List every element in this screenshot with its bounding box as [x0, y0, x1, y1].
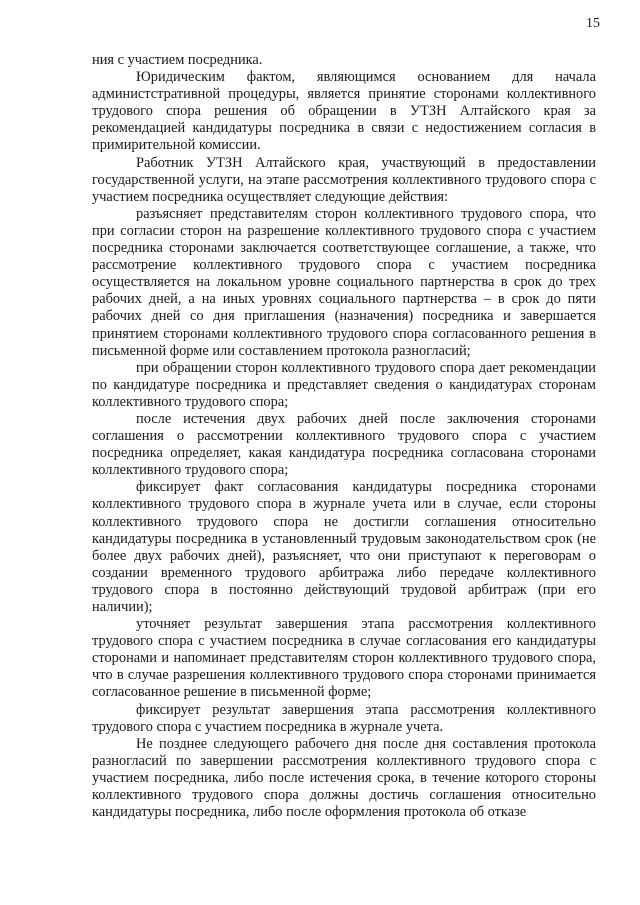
- document-body: [92, 52, 596, 821]
- paragraph: Юридическим фактом, являющимся основанием для начала администстративной процедуры, является принятие сторонами коллективного трудового спора решения об обращении в УТЗН Алтайского края за рекомендацией кандидатуры посредника в связи с недостижением согласия в примирительной комиссии.: [92, 69, 596, 154]
- paragraph: ния с участием посредника.: [92, 52, 263, 68]
- paragraph: разъясняет представителям сторон коллективного трудового спора, что при согласии сторон на разрешение коллективного трудового спора с участием посредника сторонами заключается соответствующее соглашение, а также, что рассмотрение коллективного трудового спора с участием посредника осуществляется на локальном уровне социального партнерства в срок до трех рабочих дней, а на иных уровнях социального партнерства – в срок до пяти рабочих дней со дня приглашения (назначения) посредника и завершается принятием сторонами коллективного трудового спора согласованного решения в письменной форме или составлением протокола разногласий;: [92, 205, 596, 359]
- paragraph: уточняет результат завершения этапа рассмотрения коллективного трудового спора с участием посредника в случае согласования его кандидатуры сторонами и напоминает представителям сторон коллективного трудового спора, что в случае разрешения коллективного трудового спора сторонами принимается согласованное решение в письменной форме;: [92, 616, 596, 701]
- paragraph: после истечения двух рабочих дней после заключения сторонами соглашения о рассмотрении коллективного трудового спора с участием посредника определяет, какая кандидатура посредника согласована сторонами коллективного трудового спора;: [92, 410, 596, 479]
- paragraph: фиксирует факт согласования кандидатуры посредника сторонами коллективного трудового спора в журнале учета или в случае, если стороны коллективного трудового спора не достигли соглашения относительно кандидатуры посредника в установленный трудовым законодательством срок (не более двух рабочих дней), разъясняет, что они приступают к переговорам о создании временного трудового арбитража либо передаче коллективного трудового спора в постоянно действующий трудовой арбитраж (при его наличии);: [92, 479, 596, 615]
- page-number: 15: [586, 16, 600, 31]
- paragraph: Работник УТЗН Алтайского края, участвующий в предоставлении государственной услуги, на этапе рассмотрения коллективного трудового спора с участием посредника осуществляет следующие действия:: [92, 154, 596, 205]
- paragraph: Не позднее следующего рабочего дня после дня составления протокола разногласий по завершении рассмотрения коллективного трудового спора с участием посредника, либо после истечения срока, в течение которого стороны коллективного трудового спора должны достичь соглашения относительно кандидатуры посредника, либо после оформления протокола об отказе: [92, 735, 596, 821]
- paragraph: при обращении сторон коллективного трудового спора дает рекомендации по кандидатуре посредника и представляет сведения о кандидатурах сторонам коллективного трудового спора;: [92, 359, 596, 410]
- paragraph: фиксирует результат завершения этапа рассмотрения коллективного трудового спора с участием посредника в журнале учета.: [92, 701, 596, 735]
